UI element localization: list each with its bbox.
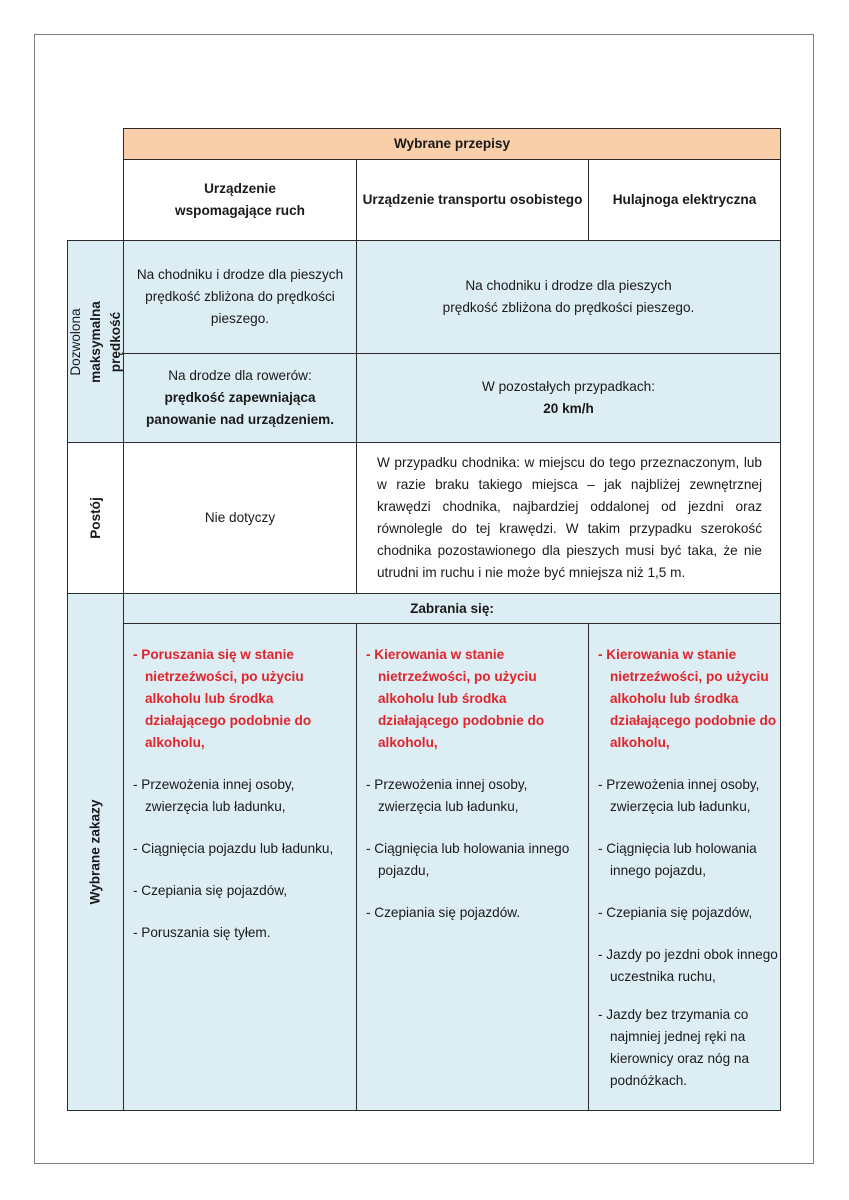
speed-bike-prefix: Na drodze dla rowerów: [168,368,312,383]
ban-item: - Ciągnięcia lub holowania innego pojazdu, [598,841,757,878]
ban-item: - Przewożenia innej osoby, zwierzęcia lub ładunku, [366,777,528,814]
bans-list-col1 [133,644,355,944]
ban-item: - Jazdy po jezdni obok innego uczestnika ruchu, [598,947,778,984]
table-title: Wybrane przepisy [123,128,781,160]
ban-item: - Czepiania się pojazdów, [598,905,753,920]
column-header-mobility-aid: Urządzenie wspomagające ruch [123,159,357,241]
speed-bike-col1 [123,353,357,443]
row-label-bans [67,593,124,1111]
ban-item: - Poruszania się tyłem. [133,925,271,940]
speed-bike-bold: prędkość zapewniająca panowanie nad urządzeniem. [145,390,335,427]
parking-col1 [123,442,357,594]
row-label-max-speed-normal: Dozwolona [67,307,83,376]
ban-item: - Kierowania w stanie nietrzeźwości, po użyciu alkoholu lub środka działającego podobnie do alkoholu, [598,647,777,750]
row-label-bans-text: Wybrane zakazy [87,799,103,905]
speed-other-col23 [356,353,781,443]
row-label-max-speed-bold: maksymalna prędkość [87,300,123,383]
row-label-max-speed [67,240,124,443]
speed-sidewalk-col23 [356,240,781,354]
speed-sidewalk-col1-text: Na chodniku i drodze dla pieszych prędkość zbliżona do prędkości pieszego. [136,267,344,326]
ban-item: - Przewożenia innej osoby, zwierzęcia lub ładunku, [133,777,295,814]
ban-item: - Poruszania się w stanie nietrzeźwości, po użyciu alkoholu lub środka działającego podobnie do alkoholu, [133,647,312,750]
ban-item: - Jazdy bez trzymania co najmniej jednej ręki na kierownicy oraz nóg na podnóżkach. [598,1007,750,1088]
speed-sidewalk-col23-text: Na chodniku i drodze dla pieszych prędkość zbliżona do prędkości pieszego. [442,278,695,315]
speed-other-bold: 20 km/h [543,401,594,416]
ban-item: - Ciągnięcia lub holowania innego pojazdu, [366,841,570,878]
column-header-personal-transport: Urządzenie transportu osobistego [356,159,589,241]
parking-col1-text: Nie dotyczy [204,510,276,525]
parking-col23-text: W przypadku chodnika: w miejscu do tego przeznaczonym, lub w razie braku takiego miejsca – jak najbliżej zewnętrznej krawędzi chodnika, najbardziej oddalonej od jezdni oraz równolegle do tej krawędzi. W takim przypadku szerokość chodnika pozostawionego dla pieszych musi być taka, że nie utrudni im ruchu i nie może być mniejsza niż 1,5 m. [377,455,762,580]
bans-list-col3 [598,644,778,1092]
bans-heading: Zabrania się: [123,593,781,624]
row-label-parking-text: Postój [87,497,103,539]
column-header-e-scooter: Hulajnoga elektryczna [588,159,781,241]
ban-item: - Czepiania się pojazdów. [366,905,521,920]
ban-item: - Kierowania w stanie nietrzeźwości, po użyciu alkoholu lub środka działającego podobnie do alkoholu, [366,647,545,750]
speed-sidewalk-col1 [123,240,357,354]
ban-item: - Czepiania się pojazdów, [133,883,288,898]
bans-list-col2 [366,644,584,924]
row-label-parking [67,442,124,594]
ban-item: - Przewożenia innej osoby, zwierzęcia lub ładunku, [598,777,760,814]
parking-col23 [356,442,781,594]
speed-other-prefix: W pozostałych przypadkach: [481,379,656,394]
ban-item: - Ciągnięcia pojazdu lub ładunku, [133,841,334,856]
